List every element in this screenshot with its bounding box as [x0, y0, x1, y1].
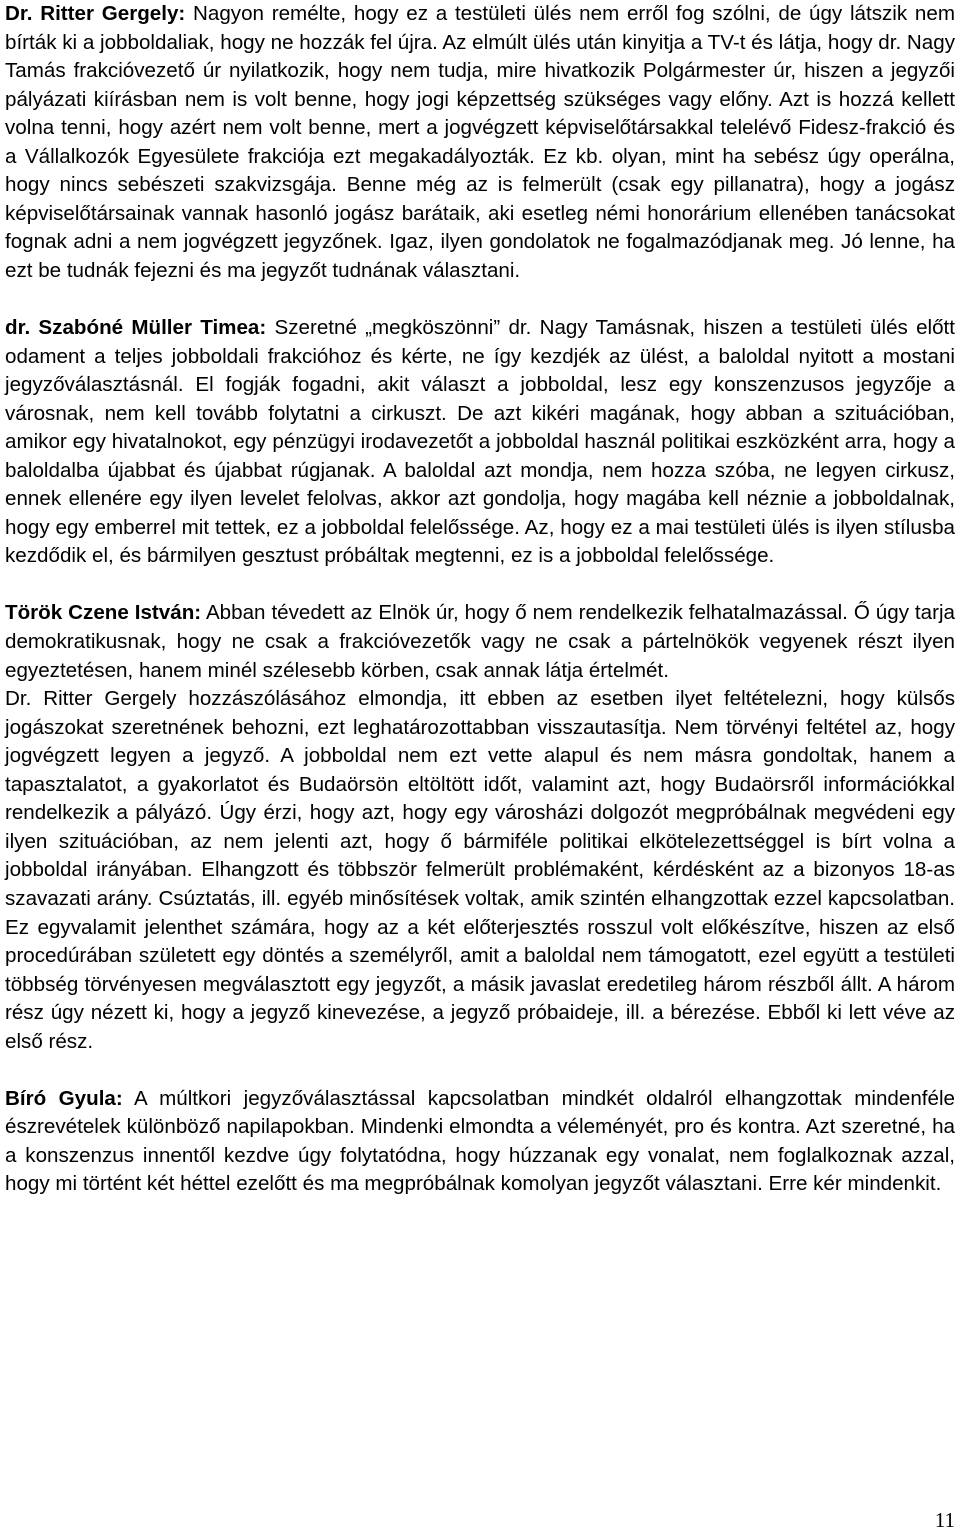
paragraph-text: Abban tévedett az Elnök úr, hogy ő nem rendelkezik felhatalmazással. Ő úgy tarja demokratikusnak, hogy ne csak a frakcióvezetők vagy ne csak a pártelnökök vegyenek részt ilyen egyeztetésen, hanem minél szélesebb körben, csak annak látja értelmét. — [5, 601, 955, 682]
paragraph-biro-gyula — [5, 1085, 955, 1199]
paragraph-gap — [5, 285, 955, 314]
paragraph-text: Szeretné „megköszönni” dr. Nagy Tamásnak, hiszen a testületi ülés előtt odament a teljes jobboldali frakcióhoz és kérte, ne így kezdjék az ülést, a baloldal nyitott a mostani jegyzőválasztásnál. El fogják fogadni, akit választ a jobboldal, lesz egy konszenzusos jegyzője a városnak, nem kell tovább folytatni a cirkuszt. De azt kikéri magának, hogy abban a szituációban, amikor egy hivatalnokot, egy pénzügyi irodavezetőt a jobboldal használ politikai eszközként arra, hogy a baloldalba újabbat és újabbat rúgjanak. A baloldal azt mondja, nem hozza szóba, ne legyen cirkusz, ennek ellenére egy ilyen levelet felolvas, akkor azt gondolja, hogy magába kell néznie a jobboldalnak, hogy egy emberrel mit tettek, ez a jobboldal felelőssége. Az, hogy ez a mai testületi ülés is ilyen stílusba kezdődik el, és bármilyen gesztust próbáltak megtenni, ez is a jobboldal felelőssége. — [5, 316, 956, 568]
paragraph-text: A múltkori jegyzőválasztással kapcsolatban mindkét oldalról elhangzottak mindenféle észrevételek különböző napilapokban. Mindenki elmondta a véleményét, pro és kontra. Azt szeretné, ha a konszenzus innentől kezdve úgy folytatódna, hogy húzzanak egy vonalat, nem foglalkoznak azzal, hogy mi történt két héttel ezelőtt és ma megpróbálnak komolyan jegyzőt választani. Erre kér mindenkit. — [5, 1086, 956, 1196]
paragraph-gap — [5, 571, 955, 600]
speaker-name: dr. Szabóné Müller Timea: — [5, 316, 267, 340]
paragraph-torok-czene-istvan — [5, 599, 955, 685]
paragraph-ritter-gergely — [5, 0, 955, 285]
speaker-name: Dr. Ritter Gergely: — [5, 2, 186, 25]
page-number: 11 — [934, 1508, 955, 1532]
paragraph-text: Dr. Ritter Gergely hozzászólásához elmondja, itt ebben az esetben ilyet feltételezni, hogy külsős jogászokat szeretnének behozni, ezt leghatározottabban visszautasítja. Nem törvényi feltétel az, hogy jogvégzett legyen a jegyző. A jobboldal nem ezt vette alapul és nem másra gondoltak, hanem a tapasztalatot, a gyakorlatot és Budaörsön eltöltött időt, valamint azt, hogy Budaörsről információkkal rendelkezik a pályázó. Úgy érzi, hogy azt, hogy egy városházi dolgozót megpróbálnak megvédeni egy ilyen szituációban, az nem jelenti azt, hogy ő bármiféle politikai elkötelezettséggel is bírt volna a jobboldal irányában. Elhangzott és többször felmerült problémaként, kérdésként az a bizonyos 18-as szavazati arány. Csúztatás, ill. egyéb minősítések voltak, amik szintén elhangzottak ezzel kapcsolatban. Ez egyvalamit jelenthet számára, hogy az a két előterjesztés rosszul volt előkészítve, hiszen az első procedúrában született egy döntés a személyről, amit a baloldal nem támogatott, ezel együtt a testületi többség törvényesen megválasztott egy jegyzőt, a másik javaslat eredetileg három részből állt. A három rész úgy nézett ki, hogy a jegyző kinevezése, a jegyző próbaideje, ill. a bérezése. Ebből ki lett véve az első rész. — [5, 687, 955, 1053]
speaker-name: Török Czene István: — [5, 601, 202, 625]
speaker-name: Bíró Gyula: — [5, 1086, 123, 1110]
paragraph-torok-czene-istvan-continued — [5, 685, 955, 1056]
paragraph-gap — [5, 1056, 955, 1085]
document-page — [5, 0, 955, 1199]
paragraph-szaboné-muller-timea — [5, 314, 955, 571]
paragraph-text: Nagyon remélte, hogy ez a testületi ülés nem erről fog szólni, de úgy látszik nem bírták ki a jobboldaliak, hogy ne hozzák fel újra. Az elmúlt ülés után kinyitja a TV-t és látja, hogy dr. Nagy Tamás frakcióvezető úr nyilatkozik, hogy nem tudja, mire hivatkozik Polgármester úr, hiszen a jegyzői pályázati kiírásban nem is volt benne, hogy jogi képzettség szükséges vagy előny. Azt is hozzá kellett volna tenni, hogy azért nem volt benne, mert a jogvégzett képviselőtársakkal telelévő Fidesz-frakció és a Vállalkozók Egyesülete frakciója ezt megakadályozták. Ez kb. olyan, mint ha sebész úgy operálna, hogy nincs sebészeti szakvizsgája. Benne még az is felmerült (csak egy pillanatra), hogy a jogász képviselőtársainak vannak hasonló jogász barátaik, aki esetleg némi honorárium ellenében tanácsokat fognak adni a nem jogvégzett jegyzőnek. Igaz, ilyen gondolatok ne fogalmazódjanak meg. Jó lenne, ha ezt be tudnák fejezni és ma jegyzőt tudnának választani. — [5, 2, 955, 282]
